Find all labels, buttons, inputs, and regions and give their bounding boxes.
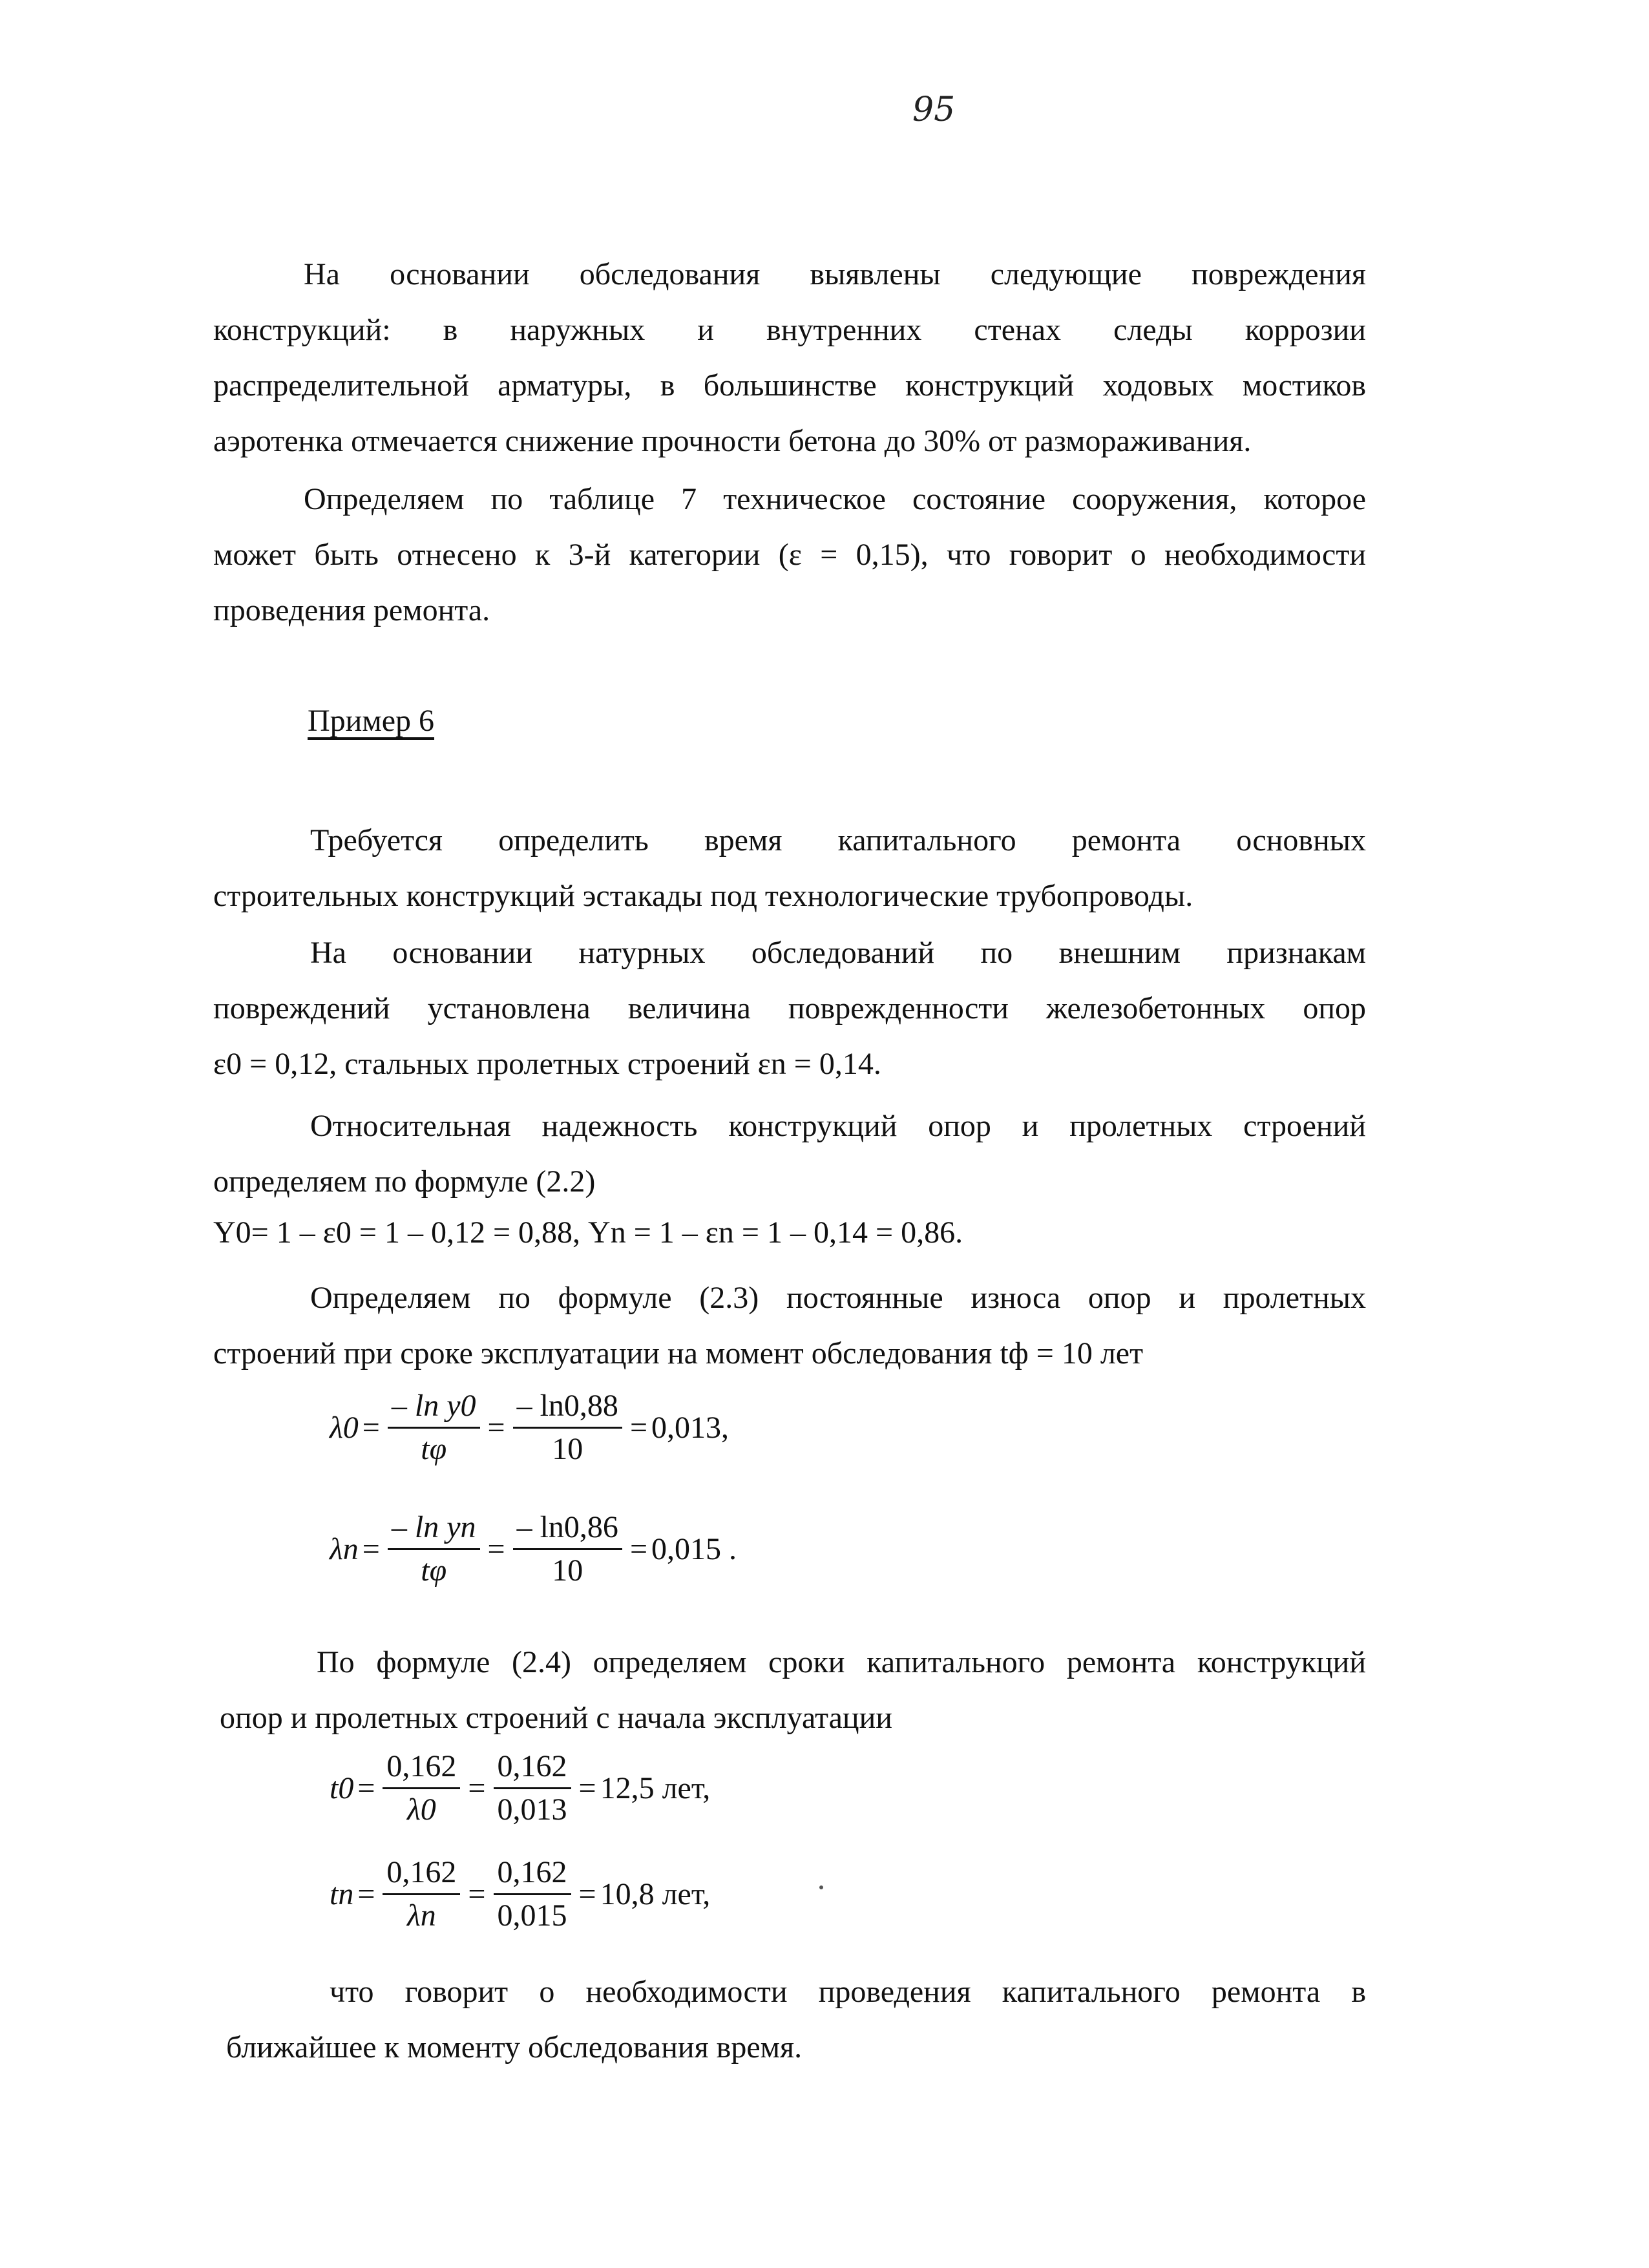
formula-lhs: t0 — [330, 1771, 354, 1805]
numerator: 0,162 — [383, 1748, 460, 1789]
numerator: – ln y0 — [388, 1388, 480, 1429]
example-heading: Пример 6 — [308, 704, 435, 738]
equals-sign: = — [629, 1411, 648, 1445]
paragraph-wear — [213, 1270, 1366, 1381]
fraction — [383, 1748, 460, 1828]
formula-result: 12,5 лет, — [600, 1771, 711, 1805]
formula-lhs: tn — [330, 1877, 354, 1911]
paragraph-condition — [213, 472, 1366, 638]
page-number: 95 — [912, 90, 956, 129]
denominator: λ0 — [407, 1792, 436, 1827]
numerator: – ln yn — [388, 1509, 480, 1550]
fraction — [494, 1854, 571, 1934]
equals-sign: = — [468, 1877, 486, 1911]
equals-sign: = — [362, 1532, 380, 1566]
fraction — [383, 1854, 460, 1934]
numerator: 0,162 — [494, 1854, 571, 1895]
formula-lhs: λ0 — [330, 1411, 359, 1445]
paragraph-repair-terms — [220, 1635, 1366, 1746]
paragraph-damage — [213, 247, 1366, 469]
text-line: Относительная надежность конструкций опор и пролетных строений — [310, 1109, 1366, 1143]
numerator: 0,162 — [494, 1748, 571, 1789]
numerator: – ln0,86 — [513, 1509, 622, 1550]
text-line: опор и пролетных строений с начала эксплуатации — [220, 1701, 892, 1735]
denominator: λn — [407, 1898, 436, 1933]
scan-speck — [819, 1885, 823, 1889]
formula-result: 0,015 . — [651, 1532, 737, 1566]
text-line: может быть отнесено к 3-й категории (ε = 0,15), что говорит о необходимости — [213, 538, 1366, 572]
text-line: На основании обследования выявлены следующие повреждения — [304, 257, 1366, 291]
denominator: tφ — [421, 1553, 447, 1588]
equals-sign: = — [468, 1771, 486, 1805]
denominator: 10 — [552, 1432, 583, 1466]
text-line: строений при сроке эксплуатации на момент обследования tф = 10 лет — [213, 1336, 1144, 1370]
equals-sign: = — [629, 1532, 648, 1566]
fraction — [388, 1388, 480, 1467]
text-line: аэротенка отмечается снижение прочности бетона до 30% от размораживания. — [213, 424, 1252, 458]
text-line: распределительной арматуры, в большинстве конструкций ходовых мостиков — [213, 368, 1366, 403]
text-line: Требуется определить время капитального ремонта основных — [310, 823, 1366, 857]
equals-sign: = — [357, 1877, 375, 1911]
reliability-equation: Y0= 1 – ε0 = 1 – 0,12 = 0,88, Yn = 1 – εn = 1 – 0,14 = 0,86. — [213, 1215, 963, 1250]
numerator: – ln0,88 — [513, 1388, 622, 1429]
text-line: конструкций: в наружных и внутренних стенах следы коррозии — [213, 313, 1366, 347]
fraction — [494, 1748, 571, 1828]
formula-lambda-0 — [330, 1388, 729, 1467]
formula-result: 10,8 лет, — [600, 1877, 711, 1911]
equals-sign: = — [362, 1411, 380, 1445]
formula-lambda-n — [330, 1509, 737, 1589]
numerator: 0,162 — [383, 1854, 460, 1895]
text-line: По формуле (2.4) определяем сроки капитального ремонта конструкций — [317, 1645, 1366, 1679]
equals-sign: = — [487, 1411, 505, 1445]
text-line: ближайшее к моменту обследования время. — [226, 2030, 803, 2064]
formula-lhs: λn — [330, 1532, 359, 1566]
paragraph-survey — [213, 925, 1366, 1092]
text-line: ε0 = 0,12, стальных пролетных строений εn = 0,14. — [213, 1047, 881, 1081]
paragraph-task — [213, 813, 1366, 924]
text-line: На основании натурных обследований по внешним признакам — [310, 936, 1366, 970]
denominator: 10 — [552, 1553, 583, 1588]
equals-sign: = — [357, 1771, 375, 1805]
denominator: tφ — [421, 1432, 447, 1466]
text-line: Определяем по таблице 7 техническое состояние сооружения, которое — [304, 482, 1366, 516]
fraction — [388, 1509, 480, 1589]
fraction — [513, 1509, 622, 1589]
paragraph-reliability — [213, 1098, 1366, 1210]
paragraph-conclusion — [226, 1964, 1366, 2075]
text-line: что говорит о необходимости проведения капитального ремонта в — [330, 1975, 1366, 2009]
fraction — [513, 1388, 622, 1467]
denominator: 0,015 — [497, 1898, 567, 1933]
text-line: проведения ремонта. — [213, 593, 490, 627]
equals-sign: = — [487, 1532, 505, 1566]
text-line: определяем по формуле (2.2) — [213, 1164, 596, 1199]
formula-t-0 — [330, 1748, 710, 1828]
text-line: Определяем по формуле (2.3) постоянные износа опор и пролетных — [310, 1281, 1366, 1315]
equals-sign: = — [578, 1877, 596, 1911]
formula-result: 0,013, — [651, 1411, 730, 1445]
denominator: 0,013 — [497, 1792, 567, 1827]
text-line: строительных конструкций эстакады под технологические трубопроводы. — [213, 879, 1193, 913]
text-line: повреждений установлена величина поврежденности железобетонных опор — [213, 991, 1366, 1025]
formula-t-n — [330, 1854, 710, 1934]
equals-sign: = — [578, 1771, 596, 1805]
